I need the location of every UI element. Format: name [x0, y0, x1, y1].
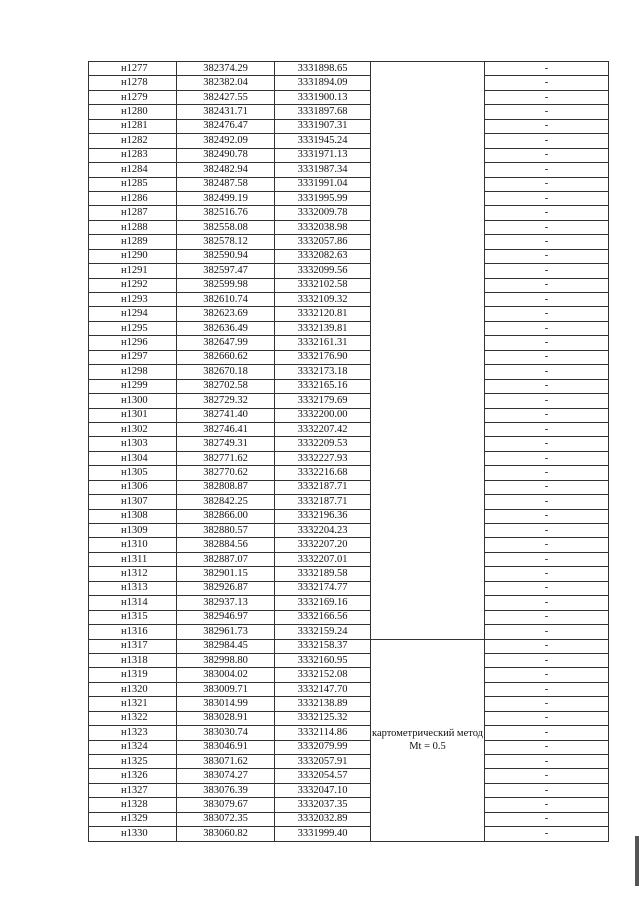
- y-coordinate-cell: 3331945.24: [275, 134, 371, 148]
- table-row: [89, 119, 609, 133]
- x-coordinate-cell: 382998.80: [177, 653, 275, 667]
- point-id-cell: н1299: [89, 379, 177, 393]
- error-cell: -: [485, 625, 609, 639]
- point-id-cell: н1321: [89, 697, 177, 711]
- point-id-cell: н1280: [89, 105, 177, 119]
- y-coordinate-cell: 3332054.57: [275, 769, 371, 783]
- error-cell: -: [485, 394, 609, 408]
- table-row: [89, 451, 609, 465]
- error-cell: -: [485, 538, 609, 552]
- table-row: [89, 350, 609, 364]
- point-id-cell: н1277: [89, 62, 177, 76]
- point-id-cell: н1312: [89, 567, 177, 581]
- x-coordinate-cell: 382590.94: [177, 249, 275, 263]
- x-coordinate-cell: 382487.58: [177, 177, 275, 191]
- point-id-cell: н1279: [89, 90, 177, 104]
- error-cell: -: [485, 755, 609, 769]
- y-coordinate-cell: 3332032.89: [275, 812, 371, 826]
- y-coordinate-cell: 3332160.95: [275, 653, 371, 667]
- error-cell: -: [485, 62, 609, 76]
- table-row: [89, 596, 609, 610]
- y-coordinate-cell: 3332099.56: [275, 264, 371, 278]
- table-row: [89, 379, 609, 393]
- x-coordinate-cell: 382610.74: [177, 293, 275, 307]
- point-id-cell: н1282: [89, 134, 177, 148]
- point-id-cell: н1308: [89, 509, 177, 523]
- coordinates-table: [88, 61, 609, 842]
- point-id-cell: н1284: [89, 163, 177, 177]
- y-coordinate-cell: 3332166.56: [275, 610, 371, 624]
- error-cell: -: [485, 76, 609, 90]
- y-coordinate-cell: 3332152.08: [275, 668, 371, 682]
- x-coordinate-cell: 382490.78: [177, 148, 275, 162]
- point-id-cell: н1293: [89, 293, 177, 307]
- x-coordinate-cell: 382884.56: [177, 538, 275, 552]
- x-coordinate-cell: 382729.32: [177, 394, 275, 408]
- table-row: [89, 682, 609, 696]
- table-row: [89, 148, 609, 162]
- error-cell: -: [485, 336, 609, 350]
- y-coordinate-cell: 3331907.31: [275, 119, 371, 133]
- point-id-cell: н1314: [89, 596, 177, 610]
- point-id-cell: н1305: [89, 466, 177, 480]
- x-coordinate-cell: 382901.15: [177, 567, 275, 581]
- y-coordinate-cell: 3332161.31: [275, 336, 371, 350]
- error-cell: -: [485, 524, 609, 538]
- y-coordinate-cell: 3331991.04: [275, 177, 371, 191]
- point-id-cell: н1324: [89, 740, 177, 754]
- point-id-cell: н1286: [89, 191, 177, 205]
- x-coordinate-cell: 382427.55: [177, 90, 275, 104]
- y-coordinate-cell: 3331894.09: [275, 76, 371, 90]
- table-row: [89, 480, 609, 494]
- y-coordinate-cell: 3332139.81: [275, 321, 371, 335]
- point-id-cell: н1295: [89, 321, 177, 335]
- table-row: [89, 668, 609, 682]
- x-coordinate-cell: 382749.31: [177, 437, 275, 451]
- point-id-cell: н1294: [89, 307, 177, 321]
- point-id-cell: н1291: [89, 264, 177, 278]
- table-row: [89, 394, 609, 408]
- x-coordinate-cell: 382636.49: [177, 321, 275, 335]
- table-row: [89, 336, 609, 350]
- point-id-cell: н1320: [89, 682, 177, 696]
- table-row: [89, 740, 609, 754]
- error-cell: -: [485, 249, 609, 263]
- point-id-cell: н1289: [89, 235, 177, 249]
- table-row: [89, 76, 609, 90]
- point-id-cell: н1310: [89, 538, 177, 552]
- x-coordinate-cell: 383004.02: [177, 668, 275, 682]
- x-coordinate-cell: 383028.91: [177, 711, 275, 725]
- table-row: [89, 581, 609, 595]
- point-id-cell: н1330: [89, 827, 177, 841]
- x-coordinate-cell: 382880.57: [177, 524, 275, 538]
- page-edge-shadow: [635, 836, 639, 886]
- point-id-cell: н1317: [89, 639, 177, 653]
- method-cell: [371, 62, 485, 640]
- y-coordinate-cell: 3332169.16: [275, 596, 371, 610]
- table-row: [89, 653, 609, 667]
- point-id-cell: н1297: [89, 350, 177, 364]
- x-coordinate-cell: 382926.87: [177, 581, 275, 595]
- table-row: [89, 812, 609, 826]
- x-coordinate-cell: 383079.67: [177, 798, 275, 812]
- table-row: [89, 163, 609, 177]
- x-coordinate-cell: 382937.13: [177, 596, 275, 610]
- point-id-cell: н1311: [89, 552, 177, 566]
- y-coordinate-cell: 3331897.68: [275, 105, 371, 119]
- y-coordinate-cell: 3332125.32: [275, 711, 371, 725]
- error-cell: -: [485, 163, 609, 177]
- table-row: [89, 466, 609, 480]
- x-coordinate-cell: 382558.08: [177, 220, 275, 234]
- method-cell: картометрический метод Mt = 0.5: [371, 639, 485, 841]
- point-id-cell: н1309: [89, 524, 177, 538]
- y-coordinate-cell: 3332082.63: [275, 249, 371, 263]
- y-coordinate-cell: 3332109.32: [275, 293, 371, 307]
- point-id-cell: н1322: [89, 711, 177, 725]
- table-row: [89, 524, 609, 538]
- y-coordinate-cell: 3332176.90: [275, 350, 371, 364]
- y-coordinate-cell: 3331900.13: [275, 90, 371, 104]
- y-coordinate-cell: 3332159.24: [275, 625, 371, 639]
- table-row: [89, 134, 609, 148]
- y-coordinate-cell: 3332227.93: [275, 451, 371, 465]
- x-coordinate-cell: 382476.47: [177, 119, 275, 133]
- table-row: [89, 639, 609, 653]
- table-row: [89, 191, 609, 205]
- point-id-cell: н1327: [89, 783, 177, 797]
- y-coordinate-cell: 3332147.70: [275, 682, 371, 696]
- x-coordinate-cell: 382741.40: [177, 408, 275, 422]
- x-coordinate-cell: 383046.91: [177, 740, 275, 754]
- error-cell: -: [485, 321, 609, 335]
- y-coordinate-cell: 3332173.18: [275, 365, 371, 379]
- table-row: [89, 235, 609, 249]
- error-cell: -: [485, 466, 609, 480]
- error-cell: -: [485, 408, 609, 422]
- point-id-cell: н1304: [89, 451, 177, 465]
- table-row: [89, 220, 609, 234]
- y-coordinate-cell: 3332204.23: [275, 524, 371, 538]
- x-coordinate-cell: 382374.29: [177, 62, 275, 76]
- point-id-cell: н1292: [89, 278, 177, 292]
- table-row: [89, 495, 609, 509]
- y-coordinate-cell: 3332187.71: [275, 495, 371, 509]
- y-coordinate-cell: 3332196.36: [275, 509, 371, 523]
- x-coordinate-cell: 382770.62: [177, 466, 275, 480]
- error-cell: -: [485, 119, 609, 133]
- point-id-cell: н1296: [89, 336, 177, 350]
- y-coordinate-cell: 3332158.37: [275, 639, 371, 653]
- point-id-cell: н1288: [89, 220, 177, 234]
- table-row: [89, 249, 609, 263]
- x-coordinate-cell: 383071.62: [177, 755, 275, 769]
- table-row: [89, 726, 609, 740]
- error-cell: -: [485, 711, 609, 725]
- x-coordinate-cell: 383074.27: [177, 769, 275, 783]
- error-cell: -: [485, 610, 609, 624]
- y-coordinate-cell: 3332207.20: [275, 538, 371, 552]
- y-coordinate-cell: 3332120.81: [275, 307, 371, 321]
- y-coordinate-cell: 3332038.98: [275, 220, 371, 234]
- point-id-cell: н1302: [89, 422, 177, 436]
- x-coordinate-cell: 382887.07: [177, 552, 275, 566]
- error-cell: -: [485, 365, 609, 379]
- table-row: [89, 206, 609, 220]
- y-coordinate-cell: 3332200.00: [275, 408, 371, 422]
- x-coordinate-cell: 382578.12: [177, 235, 275, 249]
- y-coordinate-cell: 3332216.68: [275, 466, 371, 480]
- point-id-cell: н1283: [89, 148, 177, 162]
- x-coordinate-cell: 382670.18: [177, 365, 275, 379]
- y-coordinate-cell: 3332207.42: [275, 422, 371, 436]
- x-coordinate-cell: 382746.41: [177, 422, 275, 436]
- x-coordinate-cell: 382499.19: [177, 191, 275, 205]
- point-id-cell: н1287: [89, 206, 177, 220]
- x-coordinate-cell: 383060.82: [177, 827, 275, 841]
- table-row: [89, 264, 609, 278]
- point-id-cell: н1285: [89, 177, 177, 191]
- x-coordinate-cell: 382866.00: [177, 509, 275, 523]
- point-id-cell: н1281: [89, 119, 177, 133]
- y-coordinate-cell: 3332114.86: [275, 726, 371, 740]
- table-row: [89, 62, 609, 76]
- point-id-cell: н1300: [89, 394, 177, 408]
- table-row: [89, 365, 609, 379]
- error-cell: -: [485, 148, 609, 162]
- error-cell: -: [485, 827, 609, 841]
- point-id-cell: н1325: [89, 755, 177, 769]
- table-row: [89, 798, 609, 812]
- error-cell: -: [485, 105, 609, 119]
- table-row: [89, 307, 609, 321]
- y-coordinate-cell: 3332057.86: [275, 235, 371, 249]
- x-coordinate-cell: 383072.35: [177, 812, 275, 826]
- x-coordinate-cell: 382599.98: [177, 278, 275, 292]
- error-cell: -: [485, 668, 609, 682]
- error-cell: -: [485, 264, 609, 278]
- error-cell: -: [485, 596, 609, 610]
- error-cell: -: [485, 567, 609, 581]
- point-id-cell: н1278: [89, 76, 177, 90]
- y-coordinate-cell: 3332165.16: [275, 379, 371, 393]
- table-row: [89, 90, 609, 104]
- error-cell: -: [485, 495, 609, 509]
- error-cell: -: [485, 812, 609, 826]
- x-coordinate-cell: 382842.25: [177, 495, 275, 509]
- y-coordinate-cell: 3331898.65: [275, 62, 371, 76]
- point-id-cell: н1306: [89, 480, 177, 494]
- y-coordinate-cell: 3332179.69: [275, 394, 371, 408]
- error-cell: -: [485, 206, 609, 220]
- table-row: [89, 755, 609, 769]
- x-coordinate-cell: 383009.71: [177, 682, 275, 696]
- table-row: [89, 697, 609, 711]
- error-cell: -: [485, 653, 609, 667]
- x-coordinate-cell: 382431.71: [177, 105, 275, 119]
- table-row: [89, 783, 609, 797]
- error-cell: -: [485, 235, 609, 249]
- x-coordinate-cell: 383030.74: [177, 726, 275, 740]
- y-coordinate-cell: 3332037.35: [275, 798, 371, 812]
- error-cell: -: [485, 191, 609, 205]
- error-cell: -: [485, 509, 609, 523]
- error-cell: -: [485, 798, 609, 812]
- x-coordinate-cell: 382623.69: [177, 307, 275, 321]
- error-cell: -: [485, 726, 609, 740]
- point-id-cell: н1318: [89, 653, 177, 667]
- x-coordinate-cell: 382597.47: [177, 264, 275, 278]
- table-row: [89, 538, 609, 552]
- table-row: [89, 711, 609, 725]
- y-coordinate-cell: 3332009.78: [275, 206, 371, 220]
- error-cell: -: [485, 134, 609, 148]
- y-coordinate-cell: 3332209.53: [275, 437, 371, 451]
- y-coordinate-cell: 3331987.34: [275, 163, 371, 177]
- x-coordinate-cell: 382702.58: [177, 379, 275, 393]
- y-coordinate-cell: 3332174.77: [275, 581, 371, 595]
- y-coordinate-cell: 3331971.13: [275, 148, 371, 162]
- point-id-cell: н1307: [89, 495, 177, 509]
- point-id-cell: н1323: [89, 726, 177, 740]
- y-coordinate-cell: 3332207.01: [275, 552, 371, 566]
- x-coordinate-cell: 383076.39: [177, 783, 275, 797]
- error-cell: -: [485, 581, 609, 595]
- error-cell: -: [485, 552, 609, 566]
- error-cell: -: [485, 697, 609, 711]
- x-coordinate-cell: 382660.62: [177, 350, 275, 364]
- x-coordinate-cell: 383014.99: [177, 697, 275, 711]
- point-id-cell: н1329: [89, 812, 177, 826]
- x-coordinate-cell: 382482.94: [177, 163, 275, 177]
- table-row: [89, 408, 609, 422]
- x-coordinate-cell: 382961.73: [177, 625, 275, 639]
- point-id-cell: н1315: [89, 610, 177, 624]
- x-coordinate-cell: 382492.09: [177, 134, 275, 148]
- point-id-cell: н1328: [89, 798, 177, 812]
- x-coordinate-cell: 382647.99: [177, 336, 275, 350]
- y-coordinate-cell: 3332079.99: [275, 740, 371, 754]
- point-id-cell: н1298: [89, 365, 177, 379]
- error-cell: -: [485, 293, 609, 307]
- table-row: [89, 552, 609, 566]
- error-cell: -: [485, 480, 609, 494]
- error-cell: -: [485, 437, 609, 451]
- table-row: [89, 827, 609, 841]
- y-coordinate-cell: 3332187.71: [275, 480, 371, 494]
- table-row: [89, 278, 609, 292]
- point-id-cell: н1319: [89, 668, 177, 682]
- error-cell: -: [485, 639, 609, 653]
- error-cell: -: [485, 278, 609, 292]
- error-cell: -: [485, 220, 609, 234]
- point-id-cell: н1290: [89, 249, 177, 263]
- error-cell: -: [485, 740, 609, 754]
- y-coordinate-cell: 3331999.40: [275, 827, 371, 841]
- error-cell: -: [485, 177, 609, 191]
- table-row: [89, 321, 609, 335]
- point-id-cell: н1313: [89, 581, 177, 595]
- y-coordinate-cell: 3332057.91: [275, 755, 371, 769]
- error-cell: -: [485, 90, 609, 104]
- error-cell: -: [485, 783, 609, 797]
- point-id-cell: н1316: [89, 625, 177, 639]
- y-coordinate-cell: 3332138.89: [275, 697, 371, 711]
- x-coordinate-cell: 382808.87: [177, 480, 275, 494]
- y-coordinate-cell: 3332189.58: [275, 567, 371, 581]
- error-cell: -: [485, 682, 609, 696]
- x-coordinate-cell: 382946.97: [177, 610, 275, 624]
- x-coordinate-cell: 382984.45: [177, 639, 275, 653]
- table-row: [89, 105, 609, 119]
- table-row: [89, 509, 609, 523]
- point-id-cell: н1326: [89, 769, 177, 783]
- y-coordinate-cell: 3332047.10: [275, 783, 371, 797]
- x-coordinate-cell: 382516.76: [177, 206, 275, 220]
- y-coordinate-cell: 3332102.58: [275, 278, 371, 292]
- error-cell: -: [485, 307, 609, 321]
- table-row: [89, 625, 609, 639]
- error-cell: -: [485, 422, 609, 436]
- coordinates-table-body: [89, 62, 609, 842]
- error-cell: -: [485, 451, 609, 465]
- x-coordinate-cell: 382382.04: [177, 76, 275, 90]
- x-coordinate-cell: 382771.62: [177, 451, 275, 465]
- table-row: [89, 437, 609, 451]
- point-id-cell: н1301: [89, 408, 177, 422]
- table-row: [89, 293, 609, 307]
- point-id-cell: н1303: [89, 437, 177, 451]
- table-row: [89, 177, 609, 191]
- error-cell: -: [485, 379, 609, 393]
- table-row: [89, 769, 609, 783]
- error-cell: -: [485, 350, 609, 364]
- y-coordinate-cell: 3331995.99: [275, 191, 371, 205]
- table-row: [89, 567, 609, 581]
- table-row: [89, 422, 609, 436]
- error-cell: -: [485, 769, 609, 783]
- table-row: [89, 610, 609, 624]
